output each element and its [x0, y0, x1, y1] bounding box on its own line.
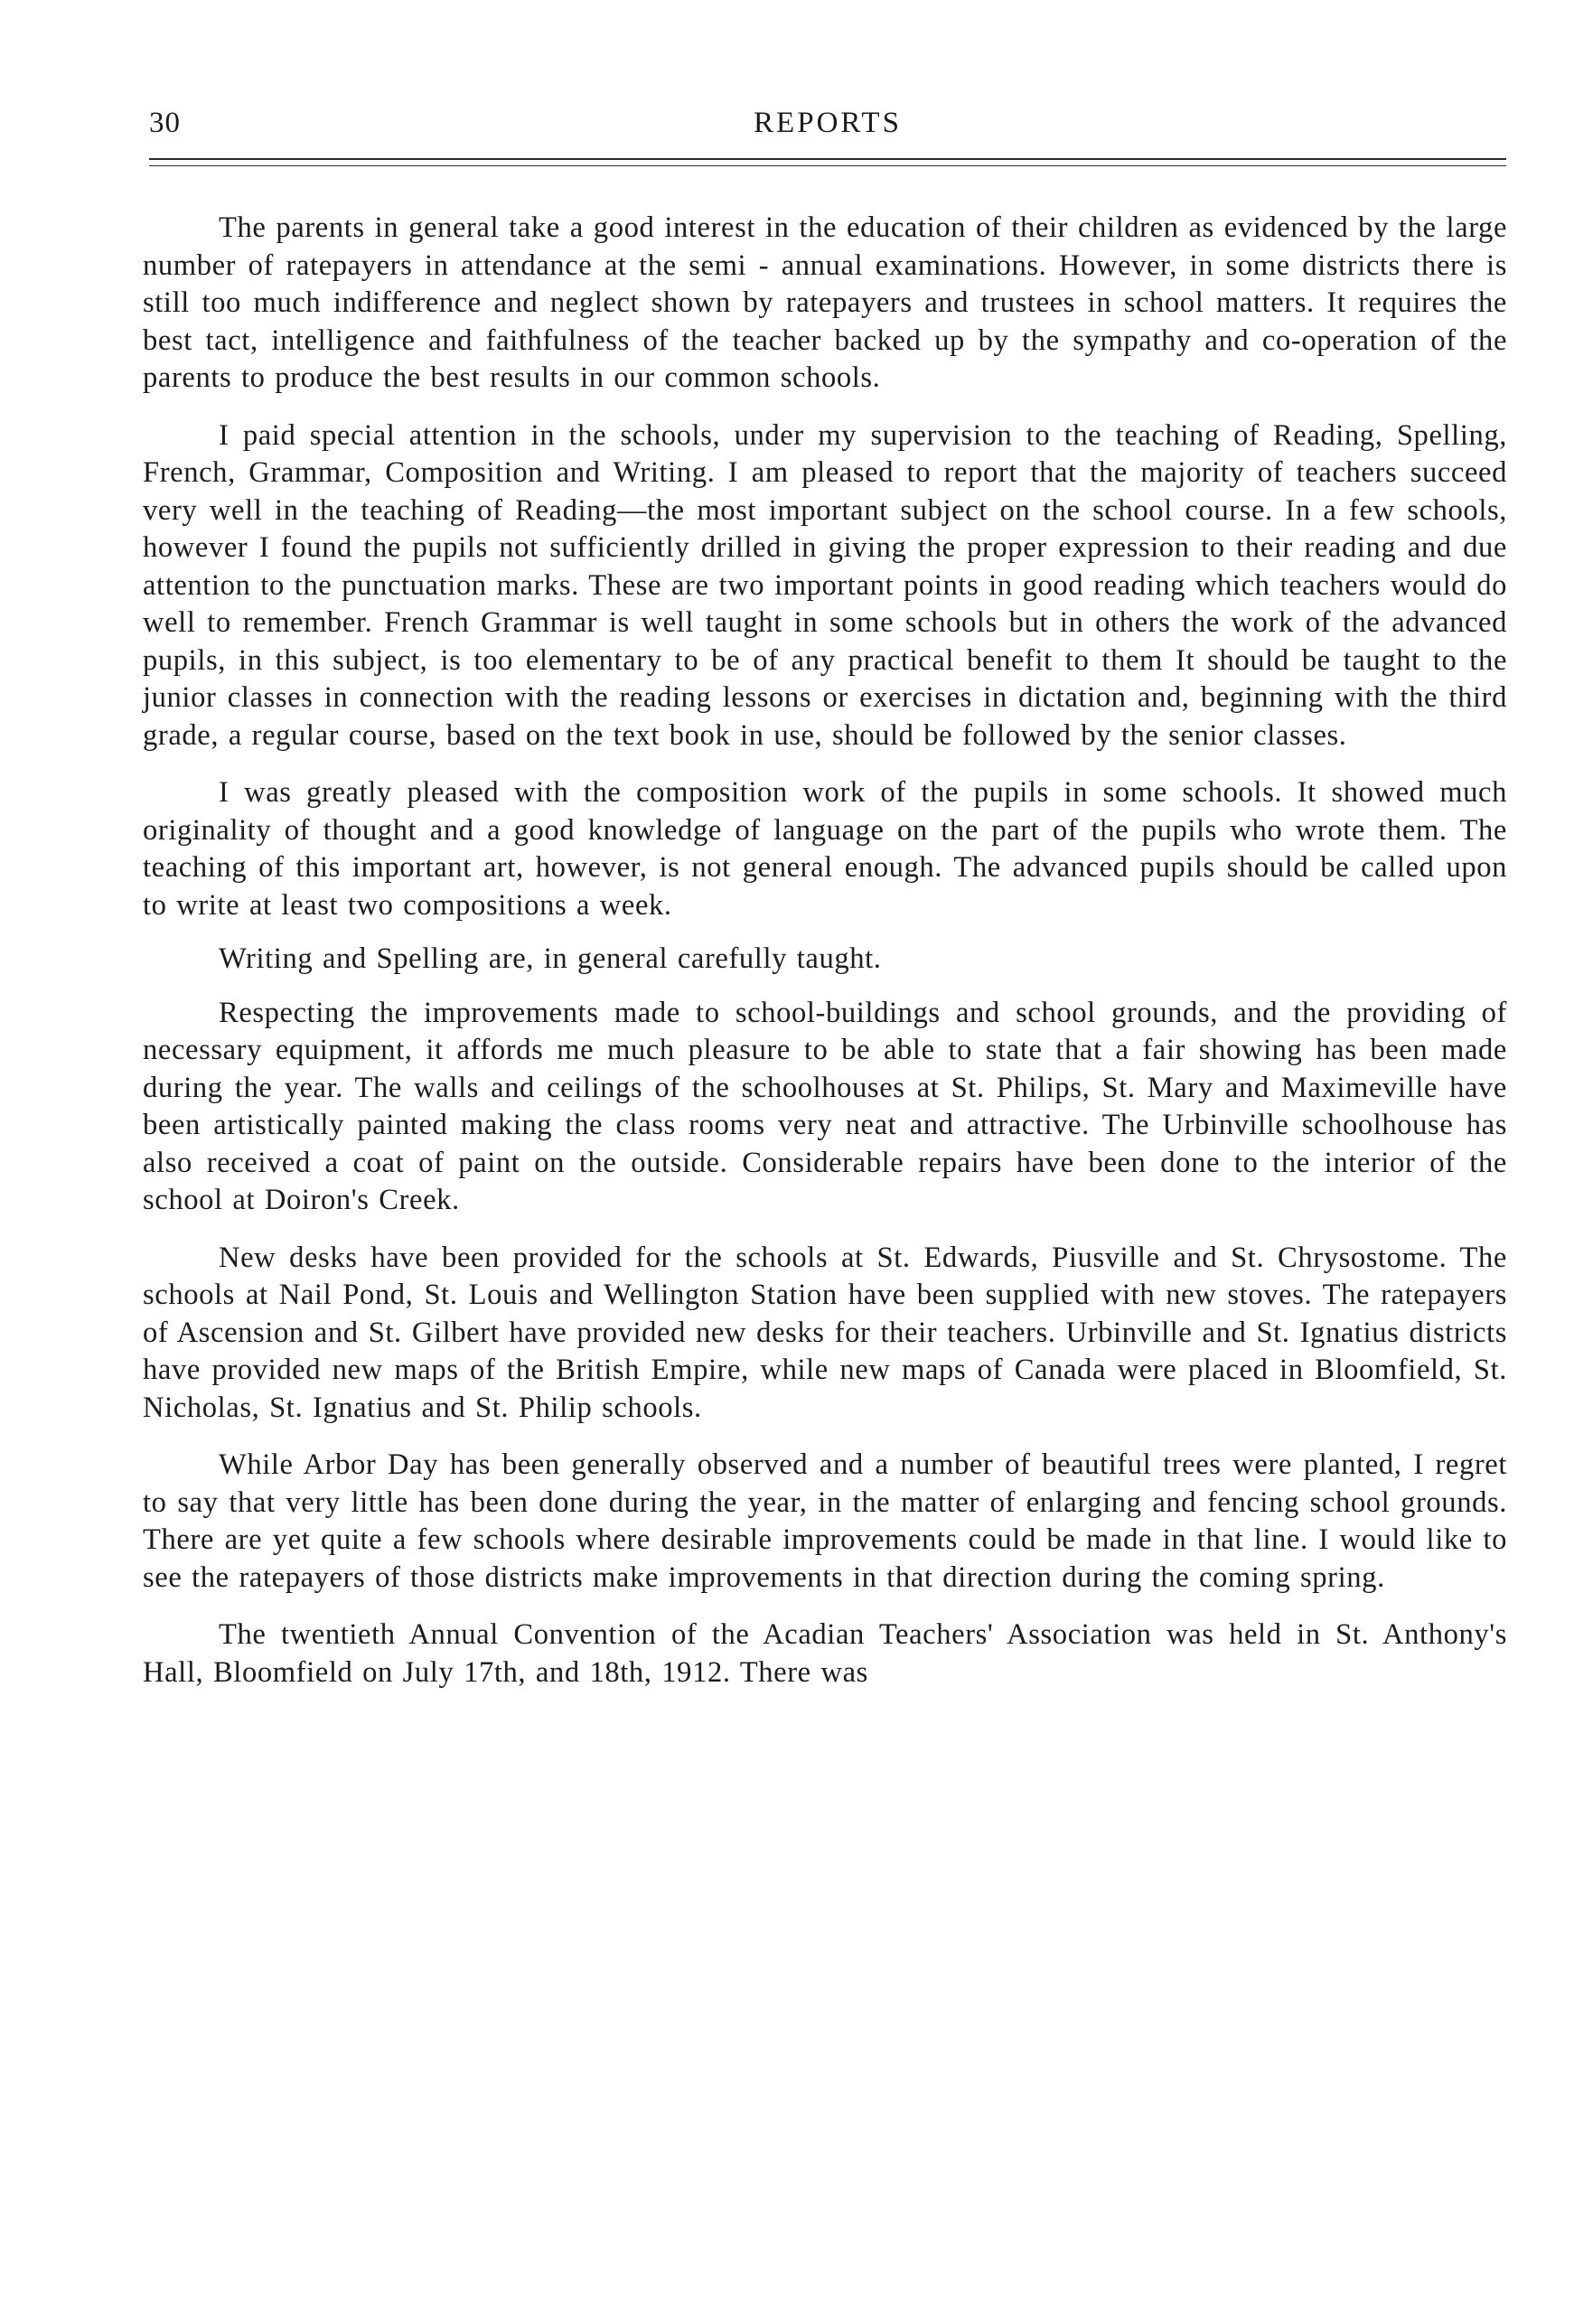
paragraph-arbor-day: While Arbor Day has been generally observed and a number of beautiful trees were planted, I regret to say that very little has been done during the year, in the matter of enlarging and fencing school grounds. There are yet quite a few schools where desirable improvements could be made in that line. I would like to see the ratepayers of those districts make improvements in that direction during the coming spring. — [143, 1448, 1507, 1594]
paragraph-subjects-teaching: I paid special attention in the schools, under my supervision to the teaching of Reading, Spelling, French, Grammar, Composition and Writing. I am pleased to report that the majority of teachers succeed very well in the teaching of Reading—the most important subject on the school course. In a few schools, however I found the pupils not sufficiently drilled in giving the proper expression to their reading and due attention to the punctuation marks. These are two important points in good reading which teachers would do well to remember. French Grammar is well taught in some schools but in others the work of the advanced pupils, in this subject, is too elementary to be of any practical benefit to them It should be taught to the junior classes in connection with the reading lessons or exercises in dictation and, beginning with the third grade, a regular course, based on the text book in use, should be followed by the senior classes. — [143, 418, 1507, 752]
running-title: REPORTS — [754, 107, 902, 139]
page-number: 30 — [149, 107, 181, 139]
paragraph-new-equipment: New desks have been provided for the schools at St. Edwards, Piusville and St. Chrysostome. The schools at Nail Pond, St. Louis and Wellington Station have been supplied with new stoves. The ratepayers of Ascension and St. Gilbert have provided new desks for their teachers. Urbinville and St. Ignatius districts have provided new maps of the British Empire, while new maps of Canada were placed in Bloomfield, St. Nicholas, St. Ignatius and St. Philip schools. — [143, 1241, 1507, 1424]
paragraph-convention: The twentieth Annual Convention of the Acadian Teachers' Association was held in St. Anthony's Hall, Bloomfield on July 17th, and 18th, 1912. There was — [143, 1618, 1507, 1689]
header-rule-bottom — [149, 165, 1506, 166]
header-rule-top — [149, 158, 1506, 160]
paragraph-composition: I was greatly pleased with the composition work of the pupils in some schools. It showed much originality of thought and a good knowledge of language on the part of the pupils who wrote them. The teaching of this important art, however, is not general enough. The advanced pupils should be called upon to write at least two compositions a week. — [143, 776, 1507, 922]
paragraph-writing-spelling: Writing and Spelling are, in general carefully taught. — [219, 942, 882, 975]
page-header — [149, 107, 1506, 152]
paragraph-school-improvements: Respecting the improvements made to school-buildings and school grounds, and the providing of necessary equipment, it affords me much pleasure to be able to state that a fair showing has been made during the year. The walls and ceilings of the schoolhouses at St. Philips, St. Mary and Maximeville have been artistically painted making the class rooms very neat and attractive. The Urbinville schoolhouse has also received a coat of paint on the outside. Considerable repairs have been done to the interior of the school at Doiron's Creek. — [143, 996, 1507, 1216]
paragraph-parents-interest: The parents in general take a good interest in the education of their children as evidenced by the large number of ratepayers in attendance at the semi - annual examinations. However, in some districts there is still too much indifference and neglect shown by ratepayers and trustees in school matters. It requires the best tact, intelligence and faithfulness of the teacher backed up by the sympathy and co-operation of the parents to produce the best results in our common schools. — [143, 211, 1507, 394]
report-body — [143, 210, 1507, 1711]
